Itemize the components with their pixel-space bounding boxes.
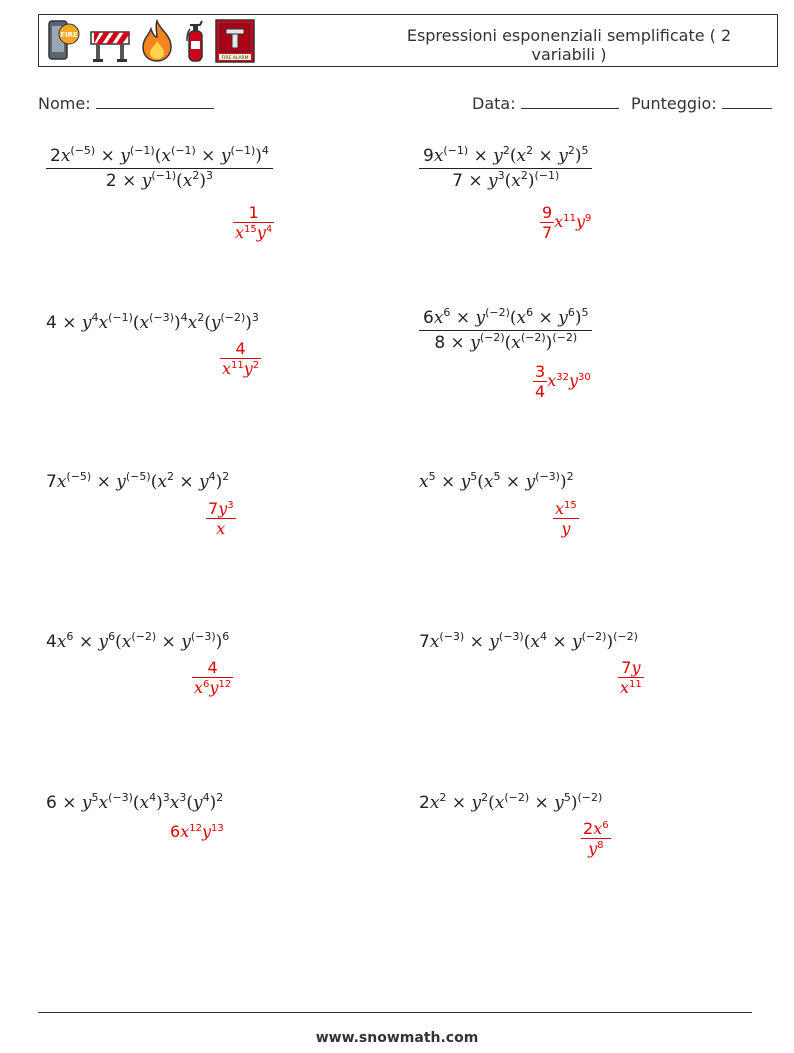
date-blank[interactable] [521, 94, 619, 109]
header-box [38, 14, 778, 67]
problem-4 [419, 308, 592, 353]
problem-5: $7x^{(-5)} \times y^{(-5)}(x^2 \times y^4)^2$ [46, 470, 230, 492]
problem-7: $4x^6 \times y^6(x^{(-2)} \times y^{(-3)})^6$ [46, 630, 230, 652]
flame-icon [139, 19, 175, 63]
date-label: Data: [472, 94, 516, 113]
answer-7: $\frac{4}{x^6y^{12}}$ [194, 658, 232, 697]
score-label: Punteggio: [631, 94, 717, 113]
name-label: Nome: [38, 94, 91, 113]
name-blank[interactable] [96, 94, 214, 109]
fire-extinguisher-icon [184, 19, 206, 63]
problem-6: $x^5 \times y^5(x^5 \times y^{(-3)})^2$ [419, 470, 574, 492]
page-title: Espressioni esponenziali semplificate ( 2 variabili ) [406, 26, 732, 64]
name-field[interactable] [38, 94, 214, 113]
footer-divider [38, 1012, 752, 1013]
answer-3: $\frac{4}{x^{11}y^2}$ [222, 339, 260, 378]
problem-3: $4 \times y^4x^{(-1)}(x^{(-3)})^4x^2(y^{(-2)})^3$ [46, 311, 259, 333]
answer-9: $6x^{12}y^{13}$ [170, 822, 224, 841]
answer-4: $\frac{3}{4}$ $x^{32}y^{30}$ [535, 362, 591, 401]
problem-1-fraction: $\frac{2x^{(-5)} \times y^{(-1)}(x^{(-1)} \times y^{(-1)})^4}{2 \times y^{(-1)}(x^2)^3}$ [46, 146, 273, 191]
answer-5: $\frac{7y^3}{x}$ [208, 499, 234, 538]
answer-8: $\frac{7y}{x^{11}}$ [620, 658, 642, 697]
date-field[interactable] [472, 94, 619, 113]
problem-2 [419, 146, 592, 191]
score-blank[interactable] [722, 94, 772, 109]
score-field[interactable] [631, 94, 772, 113]
problem-1 [46, 146, 273, 191]
answer-10: $\frac{2x^6}{y^8}$ [583, 819, 609, 858]
footer-website[interactable]: www.snowmath.com [315, 1030, 479, 1046]
answer-1: $\frac{1}{x^{15}y^4}$ [235, 203, 273, 242]
answer-6: $\frac{x^{15}}{y}$ [555, 499, 577, 538]
fire-alarm-icon [215, 19, 255, 63]
problem-4-fraction: $\frac{6x^6 \times y^{(-2)}(x^6 \times y^6)^5}{8 \times y^{(-2)}(x^{(-2)})^{(-2)}}$ [419, 308, 592, 353]
svg-text:FIRE: FIRE [60, 31, 78, 39]
phone-fire-icon [47, 19, 81, 63]
icon-strip [47, 19, 255, 63]
answer-2: $\frac{9}{7}$ $x^{11}y^9$ [542, 203, 592, 242]
svg-text:FIRE ALARM: FIRE ALARM [221, 56, 249, 61]
problem-8: $7x^{(-3)} \times y^{(-3)}(x^4 \times y^{(-2)})^{(-2)}$ [419, 630, 638, 652]
roadblock-icon [90, 27, 130, 63]
problem-9: $6 \times y^5x^{(-3)}(x^4)^3x^3(y^4)^2$ [46, 791, 224, 813]
problem-10: $2x^2 \times y^2(x^{(-2)} \times y^5)^{(-2)}$ [419, 791, 603, 813]
problem-2-fraction: $\frac{9x^{(-1)} \times y^2(x^2 \times y^2)^5}{7 \times y^3(x^2)^{(-1)}}$ [419, 146, 592, 191]
